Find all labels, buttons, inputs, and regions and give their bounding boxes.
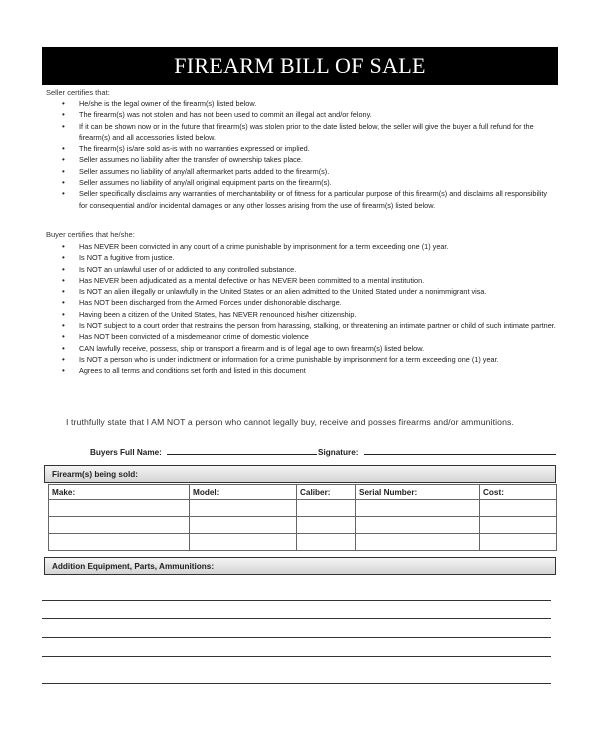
buyer-heading: Buyer certifies that he/she: [46,230,135,239]
seller-certification-item: • If it can be shown now or in the future that firearm(s) was stolen prior to the date listed below, the seller will give the buyer a full refund for the firearm(s) and all accessories listed below. [46,121,556,144]
additional-equipment-label: Addition Equipment, Parts, Ammunitions: [52,561,215,571]
cost-cell[interactable] [480,534,557,551]
write-in-line[interactable] [42,656,551,657]
firearms-heading [44,465,556,483]
buyer-name-field[interactable] [90,445,317,457]
column-caliber: Caliber: [297,485,356,500]
signature-field[interactable] [318,445,556,457]
seller-certification-item: • Seller assumes no liability of any/all aftermarket parts added to the firearm(s). [46,166,556,177]
buyer-certification-item: • Is NOT an unlawful user of or addicted to any controlled substance. [46,264,556,275]
serial-number-cell[interactable] [356,517,480,534]
buyer-certification-item: • Is NOT subject to a court order that restrains the person from harassing, stalking, or threatening an intimate partner or child of such intimate partner. [46,320,556,331]
table-row [49,517,557,534]
buyer-name-label: Buyers Full Name: [90,448,162,457]
buyer-certifications [46,241,556,377]
cost-cell[interactable] [480,517,557,534]
make-cell[interactable] [49,534,190,551]
additional-equipment-heading [44,557,556,575]
write-in-line[interactable] [42,618,551,619]
write-in-line[interactable] [42,683,551,684]
column-model: Model: [190,485,297,500]
column-make: Make: [49,485,190,500]
seller-certification-item: • He/she is the legal owner of the firearm(s) listed below. [46,98,556,109]
firearms-table [48,484,557,551]
model-cell[interactable] [190,517,297,534]
seller-heading: Seller certifies that: [46,88,110,97]
serial-number-cell[interactable] [356,534,480,551]
buyer-certification-item: • Agrees to all terms and conditions set forth and listed in this document [46,365,556,376]
serial-number-cell[interactable] [356,500,480,517]
buyer-certification-item: • Is NOT a person who is under indictment or information for a crime punishable by imprisonment for a term exceeding one (1) year. [46,354,556,365]
seller-certifications [46,98,556,211]
firearms-heading-label: Firearm(s) being sold: [52,469,138,479]
buyer-certification-item: • Has NEVER been convicted in any court of a crime punishable by imprisonment for a term exceeding one (1) year. [46,241,556,252]
buyer-certification-item: • Is NOT a fugitive from justice. [46,252,556,263]
caliber-cell[interactable] [297,500,356,517]
buyer-name-blank[interactable] [167,445,317,455]
buyer-certification-item: • Having been a citizen of the United States, has NEVER renounced his/her citizenship. [46,309,556,320]
model-cell[interactable] [190,534,297,551]
make-cell[interactable] [49,500,190,517]
buyer-certification-item: • Has NOT been convicted of a misdemeanor crime of domestic violence [46,331,556,342]
table-header-row [49,485,557,500]
seller-certification-item: • Seller assumes no liability of any/all original equipment parts on the firearm(s). [46,177,556,188]
signature-label: Signature: [318,448,359,457]
seller-certification-item: • Seller assumes no liability after the transfer of ownership takes place. [46,154,556,165]
seller-certification-item: • The firearm(s) is/are sold as-is with no warranties expressed or implied. [46,143,556,154]
signature-blank[interactable] [364,445,556,455]
write-in-line[interactable] [42,600,551,601]
buyer-certification-item: • CAN lawfully receive, possess, ship or transport a firearm and is of legal age to own firearm(s) listed below. [46,343,556,354]
buyer-certification-item: • Is NOT an alien illegally or unlawfully in the United States or an alien admitted to the United Stated under a nonimmigrant visa. [46,286,556,297]
legal-statement: I truthfully state that I AM NOT a person who cannot legally buy, receive and posses firearms and/or ammunitions. [66,417,514,427]
model-cell[interactable] [190,500,297,517]
table-row [49,500,557,517]
write-in-line[interactable] [42,637,551,638]
seller-certification-item: • The firearm(s) was not stolen and has not been used to commit an illegal act and/or felony. [46,109,556,120]
document-title: FIREARM BILL OF SALE [42,47,558,85]
table-row [49,534,557,551]
make-cell[interactable] [49,517,190,534]
caliber-cell[interactable] [297,534,356,551]
cost-cell[interactable] [480,500,557,517]
seller-certification-item: • Seller specifically disclaims any warranties of merchantability or of fitness for a particular purpose of this firearm(s) and disclaims all responsibility for consequential and/or incidental damages or any other losses arising from the use of firearm(s) listed below. [46,188,556,211]
column-serial-number: Serial Number: [356,485,480,500]
buyer-certification-item: • Has NOT been discharged from the Armed Forces under dishonorable discharge. [46,297,556,308]
caliber-cell[interactable] [297,517,356,534]
column-cost: Cost: [480,485,557,500]
buyer-certification-item: • Has NEVER been adjudicated as a mental defective or has NEVER been committed to a mental institution. [46,275,556,286]
